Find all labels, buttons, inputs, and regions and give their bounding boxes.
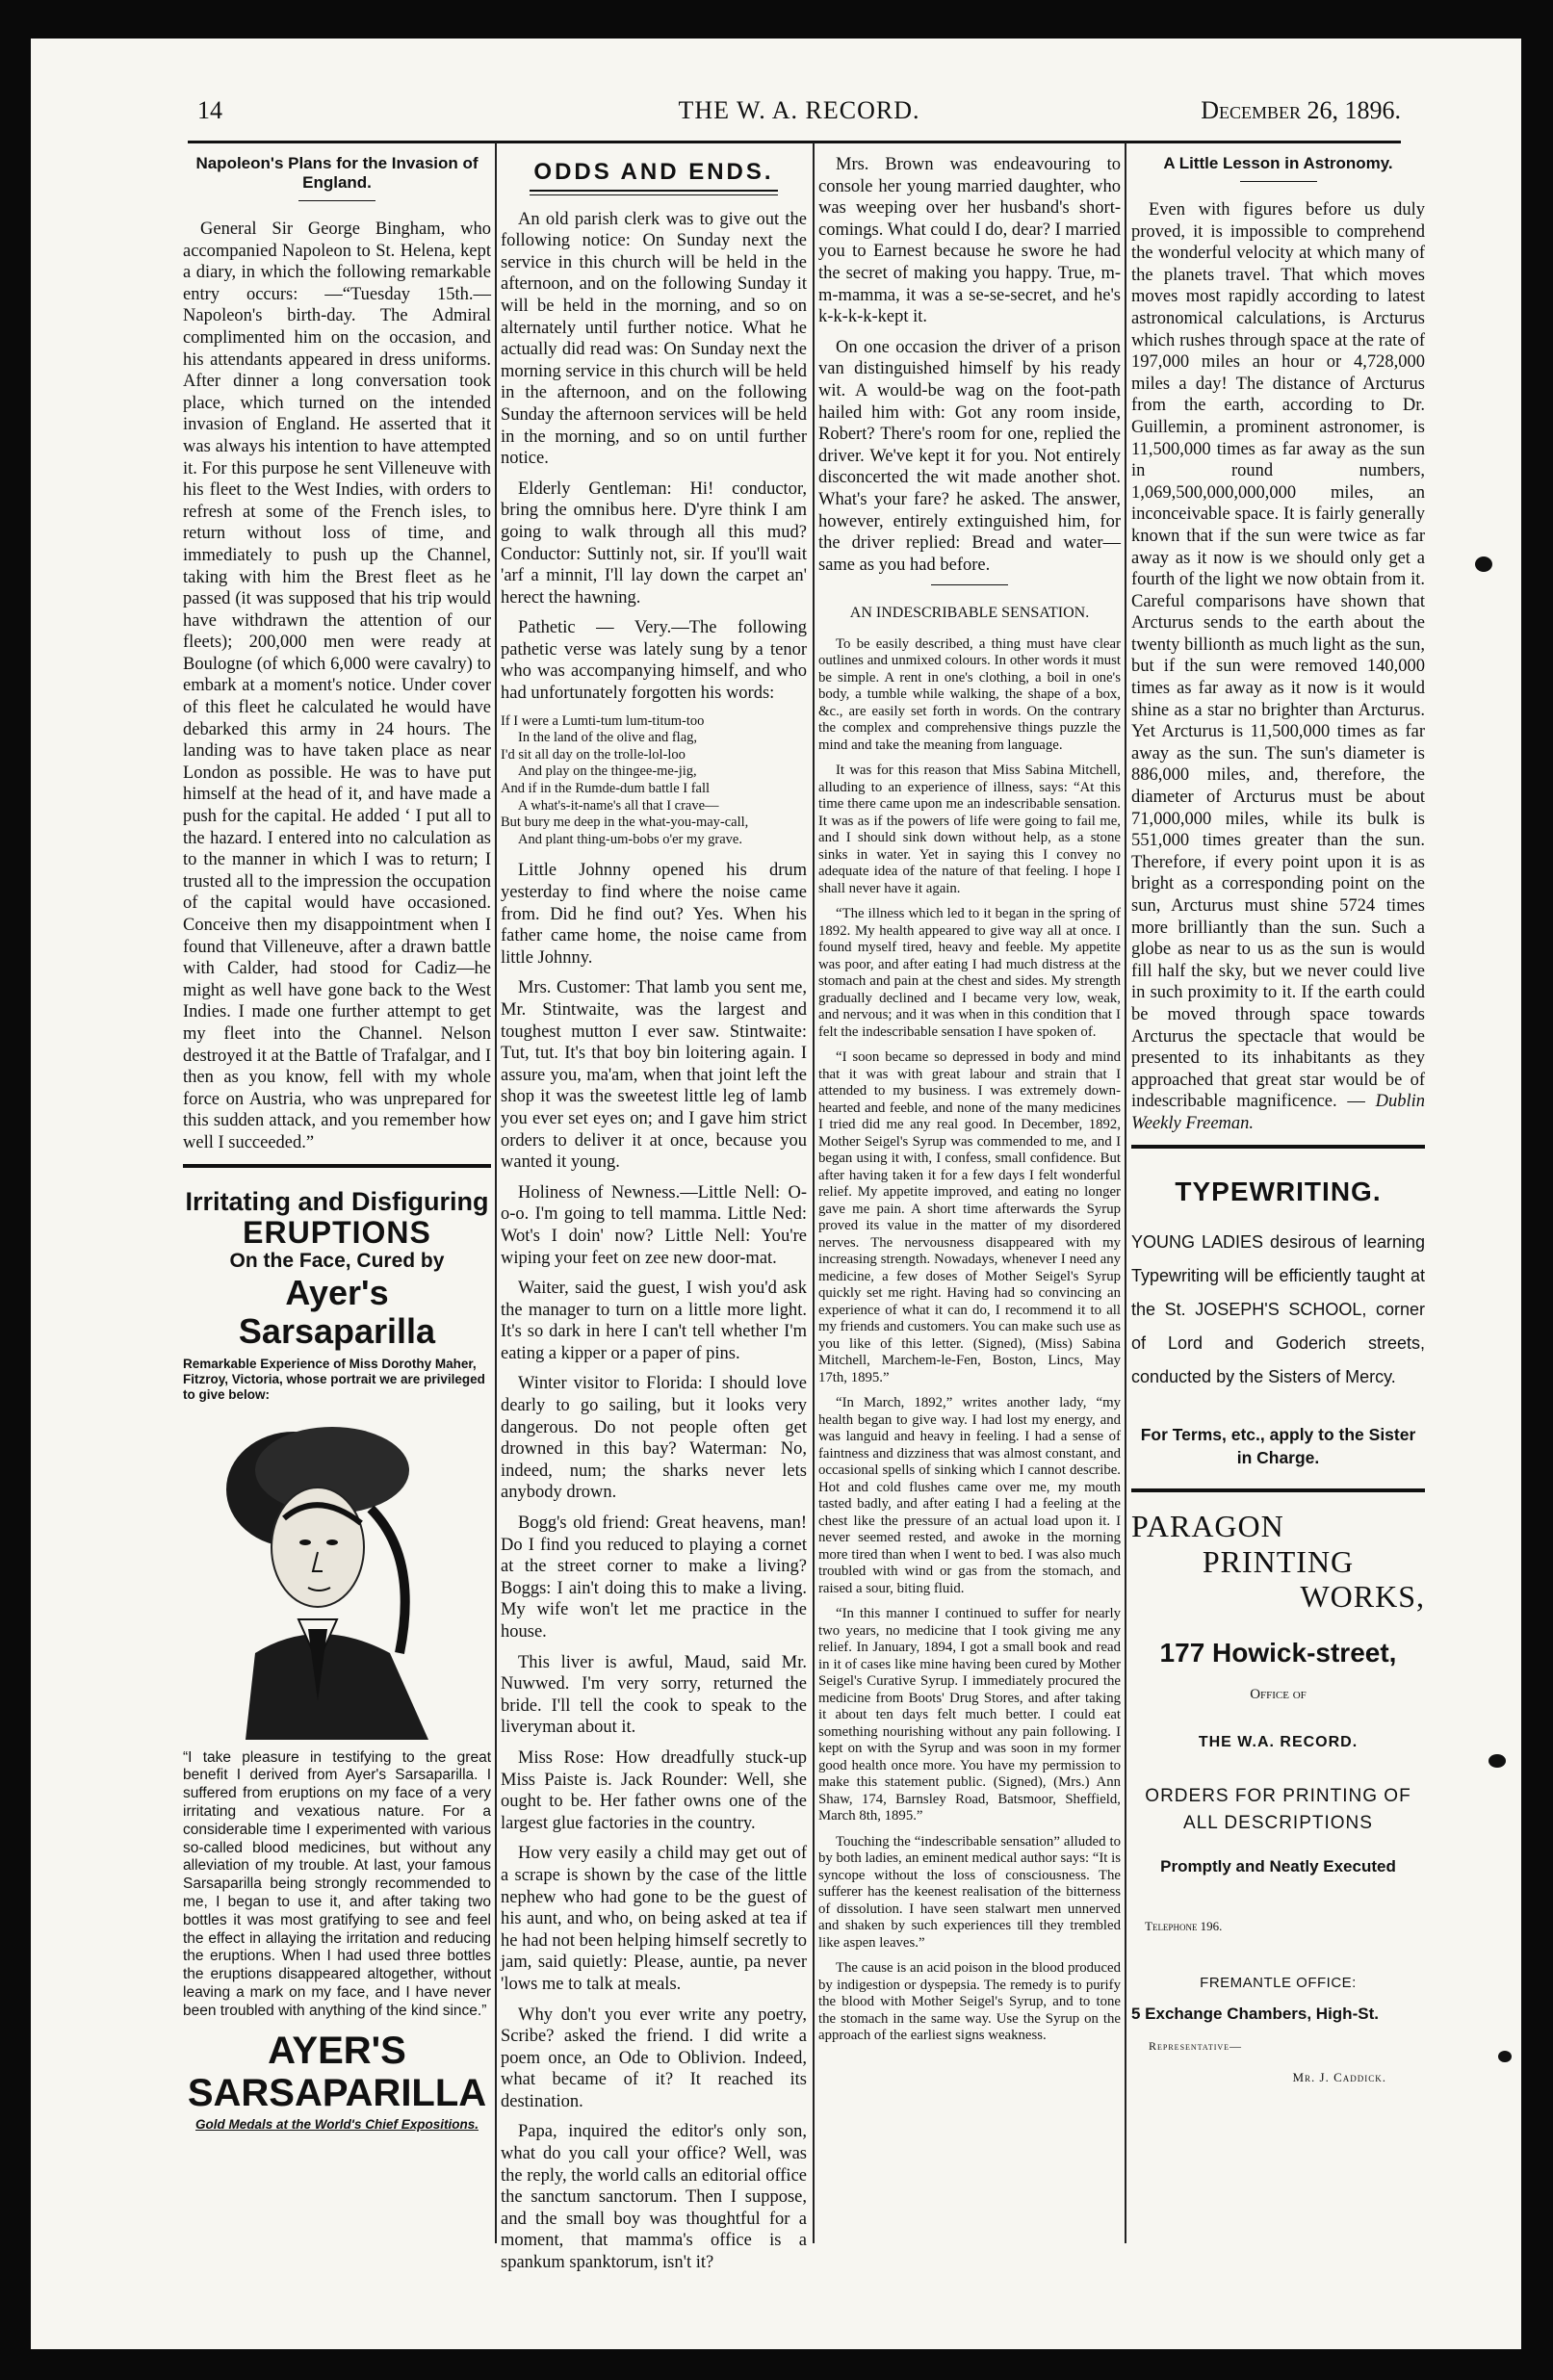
paragraph: Little Johnny opened his drum yesterday to find where the noise came from. Did he find out? Yes. When his father came home, the noise came from little Johnny. <box>501 861 807 968</box>
paragraph: Mrs. Customer: That lamb you sent me, Mr. Stintwaite, was the largest and toughest mutton I ever saw. Stintwaite: Tut, tut. It's that boy bin loitering again. I assure you, ma'am, when that joint left the shop it was the sweetest little leg of lamb you ever set eyes on; and I gave him strict orders to deliver it at once, because you wanted it young. <box>501 978 807 1173</box>
telephone: Telephone 196. <box>1145 1919 1223 1934</box>
paragon-line: PARAGON <box>1131 1509 1284 1544</box>
paragraph: It was for this reason that Miss Sabina Mitchell, alluding to an experience of illness, says: “At this time there came upon me an indescribable sensation. It was as if the powers of life were going to fail me, and I should sink down without help, as a stone sinks in water. Yet in saying this I convey no adequate idea of the nature of that feeling. I hope I shall never have it again. <box>818 763 1121 896</box>
paragraph: “The illness which led to it began in the spring of 1892. My health appeared to give way all at once. I found myself tired, heavy and feeble. My appetite was poor, and after eating I had much distress at the stomach and pain at the chest and sides. My strength gradually declined and I became very low, weak, and nervous; and it was when in this condition that I felt the indescribable sensation I have spoken of. <box>818 906 1121 1040</box>
divider <box>1131 1488 1425 1492</box>
astronomy-article <box>1131 199 1425 1135</box>
paragraph: How very easily a child may get out of a scrape is shown by the case of the little nephew who had gone to be the guest of his aunt, and who, on being asked at tea if he had not been helping himself secretly to jam, said quietly: Please, auntie, pa never 'lows me to talk at meals. <box>501 1844 808 1994</box>
masthead-title: THE W. A. RECORD. <box>678 96 920 124</box>
ad-line: ERUPTIONS <box>243 1214 431 1250</box>
issue-date: December 26, 1896. <box>1201 96 1401 124</box>
odds-and-ends-heading: ODDS AND ENDS. <box>533 159 774 185</box>
paragraph: Bogg's old friend: Great heavens, man! Do I find you reduced to playing a cornet at the street corner to make a living? Boggs: I ain't doing this to make a living. My wife won't let me practice in the house. <box>501 1513 807 1642</box>
article-text: Even with figures before us duly proved, it is impossible to comprehend the wonderful velocity at which many of the planets travel. That which moves moves most rapidly according to latest astronomical calculations, is Arcturus which rushes through space at the rate of 197,000 miles an hour or 4,728,000 miles a day! The distance of Arcturus from the earth, according to Dr. Guillemin, a prominent astronomer, is 11,500,000 times as far away as the sun in round numbers, 1,069,500,000,000,000 miles, an inconceivable space. It is fairly generally known that if the sun were twice as far away as it now is we should only get a fourth of the light we now obtain from it. Careful comparisons have shown that Arcturus sends to the earth about the twenty billionth as much light as the sun, but if the sun were removed 140,000 times as far away as it now is it would shine as a star no brighter than Arcturus. Yet Arcturus is 11,500,000 times as far away as the sun. The sun's diameter is 886,000 miles, and, therefore, the diameter of Arcturus must be about 71,000,000 miles, while its bulk is 551,000 times greater than the sun. Therefore, if every point upon it is as bright as a corresponding point on the sun, Arcturus must shine 5724 times more brilliantly than the sun. Such a globe as near to us as the sun is would fill half the sky, but we never could live in such proximity to it. If the earth could be moved through space towards Arcturus the spectacle that would be presented to its inhabitants as they approached that great star would be of indescribable magnificence. — <box>1131 200 1425 1112</box>
orders-text: ORDERS FOR PRINTING OF <box>1145 1785 1411 1806</box>
verse-line: A what's-it-name's all that I crave— <box>518 797 719 814</box>
orders-text: ALL DESCRIPTIONS <box>1183 1812 1373 1833</box>
typewriting-heading: TYPEWRITING. <box>1175 1176 1382 1206</box>
page-number: 14 <box>197 96 222 124</box>
column-2 <box>501 154 807 2283</box>
column-1 <box>183 154 491 2136</box>
astronomy-heading: A Little Lesson in Astronomy. <box>1163 154 1393 172</box>
divider <box>1131 1145 1425 1149</box>
address: 177 Howick-street, <box>1159 1637 1397 1668</box>
typewriting-notice: YOUNG LADIES desirous of learning Typewriting will be efficiently taught at the St. JOSEPH'S SCHOOL, corner of Lord and Goderich streets, conducted by the Sisters of Mercy. <box>1131 1232 1425 1387</box>
verse-line: If I were a Lumti-tum lum-titum-too <box>501 712 705 729</box>
verse-line: In the land of the olive and flag, <box>518 730 698 746</box>
verse-line: And play on the thingee-me-jig, <box>518 763 697 780</box>
paragon-line: PRINTING <box>1202 1543 1355 1579</box>
verse-line: But bury me deep in the what-you-may-call, <box>501 815 749 831</box>
ad-brand: Ayer's Sarsaparilla <box>238 1272 436 1351</box>
paragraph: Elderly Gentleman: Hi! conductor, bring the omnibus here. D'yre think I am going to walk through all this mud? Conductor: Suttinly not, sir. If you'll wait 'arf a minnit, I'll lay down the carpet an' herect the hawning. <box>501 479 807 608</box>
paragraph: Why don't you ever write any poetry, Scribe? asked the friend. I did write a poem once, an Ode to Oblivion. Indeed, what became of it? It reached its destination. <box>501 2005 807 2111</box>
paragraph: To be easily described, a thing must have clear outlines and unmixed colours. In other words it must be simple. A rent in one's clothing, a boil in one's body, a tumble while walking, the shape of a box, &c., are easily set forth in words. On the contrary the complex and comprehensive things puzzle the mind and take the meaning from language. <box>818 635 1121 753</box>
paragraph: On one occasion the driver of a prison van distinguished himself by his ready wit. A would-be wag on the foot-path hailed him with: Got any room inside, Robert? There's room for one, replied the driver. We've kept it for you. Not entirely disconcerted the wit made another shot. What's your fare? he asked. The answer, however, entirely extinguished him, for the driver replied: Bread and water—same as you had before. <box>818 337 1121 575</box>
ink-mark <box>1498 2051 1512 2062</box>
verse <box>501 713 807 849</box>
paragraph: An old parish clerk was to give out the following notice: On Sunday next the service in this church will be held in the afternoon, and on the following Sunday it will be held in the morning, and so on alternately until further notice. What he actually did read was: On Sunday next the morning service in this church will be held in the afternoon, and on the following Sunday the afternoon services will be held in the morning, and so on until further notice. <box>501 209 807 469</box>
paragraph: Holiness of Newness.—Little Nell: O-o-o. I'm going to tell mamma. Little Ned: Wot's I doin' now? Little Nell: You're wiping your feet on zee new door-mat. <box>501 1182 807 1268</box>
ad-tagline: Gold Medals at the World's Chief Expositions. <box>195 2117 479 2133</box>
ad-subheading: Remarkable Experience of Miss Dorothy Maher, Fitzroy, Victoria, whose portrait we are privileged to give below: <box>183 1356 485 1402</box>
column-4 <box>1131 154 1425 2088</box>
divider <box>183 1164 491 1168</box>
record-name: THE W.A. RECORD. <box>1198 1734 1359 1751</box>
paragon-line: WORKS, <box>1300 1579 1425 1615</box>
orders-line <box>1131 1783 1425 1837</box>
ad-line: Irritating and Disfiguring <box>185 1186 489 1216</box>
column-rule-2 <box>813 142 815 2243</box>
paragraph: “I soon became so depressed in body and mind that it was with great labour and strain that I attended to my business. I was extremely down-hearted and feeble, and none of the many medicines I tried did me any real good. In December, 1892, Mother Seigel's Syrup was commended to me, and I began using it with, I confess, small confidence. But after having taken it for a few days I felt wonderful relief. My appetite improved, and eating no longer gave me pain. A short time afterwards the Syrup proved its value in the matter of my disordered nerves. The nervousness disappeared with my increasing strength. Nowadays, whenever I need any medicine, a few doses of Mother Seigel's Syrup quickly set me right. Having had so convincing an experience of what it can do, I recommend it to all my friends and customers. You can make such use as you like of this letter. (Signed), (Miss) Sabina Mitchell, Marchem-le-Fen, Boston, Lincs, May 17th, 1895.” <box>818 1049 1121 1385</box>
paragraph: Pathetic — Very.—The following pathetic verse was lately sung by a tenor who was accompanying himself, and who had unfortunately forgotten his words: <box>501 618 807 704</box>
divider <box>931 584 1008 585</box>
divider <box>298 200 375 201</box>
exchange-address: 5 Exchange Chambers, High-St. <box>1131 2005 1379 2024</box>
sensation-heading: AN INDESCRIBABLE SENSATION. <box>849 605 1090 622</box>
column-rule-1 <box>495 142 497 2243</box>
fremantle-office: FREMANTLE OFFICE: <box>1200 1974 1357 1991</box>
napoleon-article: General Sir George Bingham, who accompanied Napoleon to St. Helena, kept a diary, in which the following remarkable entry occurs: —“Tuesday 15th.—Napoleon's birth-day. The Admiral complimented him on the occasion, and his attendants appeared in dress uniforms. After dinner a long conversation took place, which turned on the intended invasion of England. He asserted that it was always his intention to have attempted it. For this purpose he sent Villeneuve with his fleet to the West Indies, with orders to refresh at some of the French isles, to return without loss of time, and immediately to push up the Channel, taking with him the Brest fleet as he passed (it was supposed that his trip would have withdrawn the attention of our fleets); 200,000 men were ready at Boulogne (of which 6,000 were cavalry) to embark at a moment's notice. Under cover of this fleet he calculated he would have debarked this army in 24 hours. The landing was to have taken place as near London as possible. He was to have put himself at the head of it, and have made a push for the capital. He added ‘ I put all to the hazard. I entered into no calculation as to the manner in which I was to return; I trusted all to the impression the occupation of the capital would have occasioned. Conceive then my disappointment when I found that Villeneuve, after a drawn battle with Calder, had stood for Cadiz—he might as well have gone back to the West Indies. I made one further attempt to get my fleet into the Channel. Nelson destroyed it at the Battle of Trafalgar, and I then as you know, fell with my whole force on Austria, who was unprepared for this sudden attack, and you remember how well I succeeded.” <box>183 220 491 1152</box>
napoleon-heading: Napoleon's Plans for the Invasion of England. <box>195 154 479 192</box>
column-rule-3 <box>1125 142 1126 2243</box>
paragraph: Touching the “indescribable sensation” alluded to by both ladies, an eminent medical author says: “It is syncope without the loss of consciousness. The sufferer has the keenest realisation of the bitterness of dissolution. I have seen stalwart men unnerved and shaken by such experiences till they trembled like aspen leaves.” <box>818 1833 1121 1951</box>
verse-line: I'd sit all day on the trolle-lol-loo <box>501 746 686 763</box>
portrait-illustration <box>217 1412 457 1740</box>
article-credit: Dublin Weekly Freeman. <box>1131 1092 1426 1133</box>
divider <box>530 190 778 195</box>
paragraph: This liver is awful, Maud, said Mr. Nuwwed. I'm very sorry, returned the bride. I'll tell the cook to speak to the liveryman about it. <box>501 1652 807 1738</box>
paragraph: Papa, inquired the editor's only son, what do you call your office? Well, was the reply, the world calls an editorial office the sanctum sanctorum. Then I suppose, and the small boy was thoughtful for a moment, that mamma's office is a spankum spanktorum, isn't it? <box>501 2122 807 2273</box>
ink-mark <box>1488 1754 1506 1768</box>
ad-brand-large: AYER'S <box>268 2030 406 2073</box>
representative-label: Representative— <box>1149 2039 1243 2054</box>
paragraph: Miss Rose: How dreadfully stuck-up Miss Paiste is. Jack Rounder: Well, she ought to be. Her father owns one of the largest glue factories in the country. <box>501 1747 807 1833</box>
verse-line: And if in the Rumde-dum battle I fall <box>501 781 711 797</box>
ad-brand-large: SARSAPARILLA <box>187 2072 487 2115</box>
page-header <box>197 96 1401 135</box>
paragraph: Mrs. Brown was endeavouring to console her young married daughter, who was weeping over her husband's short-comings. What could I do, dear? I married you to Earnest because he swore he had the secret of making you happy. True, m-m-mamma, it was a se-se-secret, and he's k-k-k-k-kept it. <box>818 155 1121 327</box>
ad-line: On the Face, Cured by <box>229 1249 445 1272</box>
paragraph: Waiter, said the guest, I wish you'd ask the manager to turn on a little more light. It's so dark in here I can't tell whether I'm eating a kipper or a paper of pins. <box>501 1279 807 1363</box>
paragraph: The cause is an acid poison in the blood produced by indigestion or dyspepsia. The remedy is to purify the blood with Mother Seigel's Syrup, and to tone the stomach in the same way. Use the Syrup on the approach of the earliest signs weakness. <box>818 1960 1121 2044</box>
column-3 <box>818 154 1121 2054</box>
paragraph: “In March, 1892,” writes another lady, “my health began to give way. I had lost my energy, and was languid and heavy in feeling. I had a sense of faintness and dizziness that was almost constant, and occasional spells of sinking which I cannot describe. Hot and cold flushes came over me, my mouth tasted badly, and after eating I had a feeling at the chest like the pressure of an actual load upon it. I never seemed rested, and awoke in the morning more tired than when I went to bed. I was also much troubled with wind or gas from the stomach, and raised a sour, biting fluid. <box>818 1395 1121 1596</box>
executed-line: Promptly and Neatly Executed <box>1160 1856 1396 1876</box>
office-label: Office of <box>1250 1686 1307 1702</box>
header-rule <box>188 141 1401 143</box>
ayer-advertisement <box>183 1187 491 2137</box>
verse-line: And plant thing-um-bobs o'er my grave. <box>518 831 742 847</box>
paragraph: Winter visitor to Florida: I should love dearly to go sailing, but it looks very dangerous. Do not people often get drowned in this bay? Waterman: No, indeed, num; the sharks never lets anybody drown. <box>501 1374 807 1503</box>
ink-mark <box>1475 556 1492 572</box>
divider <box>1240 181 1317 182</box>
testimonial-text: “I take pleasure in testifying to the great benefit I derived from Ayer's Sarsaparilla. I suffered from eruptions on my face of a very irritating and vexatious nature. For a considerable time I experimented with various so-called blood medicines, but without any alleviation of my trouble. At last, your famous Sarsaparilla being strongly recommended to me, I began to use it, and after taking two bottles it was most gratifying to see and feel the effect in allaying the irritation and reducing the eruptions. When I had used three bottles the eruptions disappeared altogether, without leaving a mark on my face, and I have never been troubled with anything of the kind since.” <box>183 1748 491 2019</box>
representative-name: Mr. J. Caddick. <box>1292 2069 1386 2084</box>
paragraph: “In this manner I continued to suffer for nearly two years, no medicine that I took giving me any relief. In January, 1894, I got a small book and read in it of cases like mine having been cured by Mother Seigel's Curative Syrup. I immediately procured the medicine from Boots' Drug Stores, and after taking it about ten days felt much better. I could eat something nourishing without any pain following. I kept on with the Syrup and was soon in my former good health once more. You have my permission to make this statement public. (Signed), (Mrs.) Ann Shaw, 174, Barnsley Road, Batsmoor, Sheffield, March 8th, 1895.” <box>818 1606 1121 1824</box>
terms-notice: For Terms, etc., apply to the Sister in Charge. <box>1140 1425 1416 1468</box>
